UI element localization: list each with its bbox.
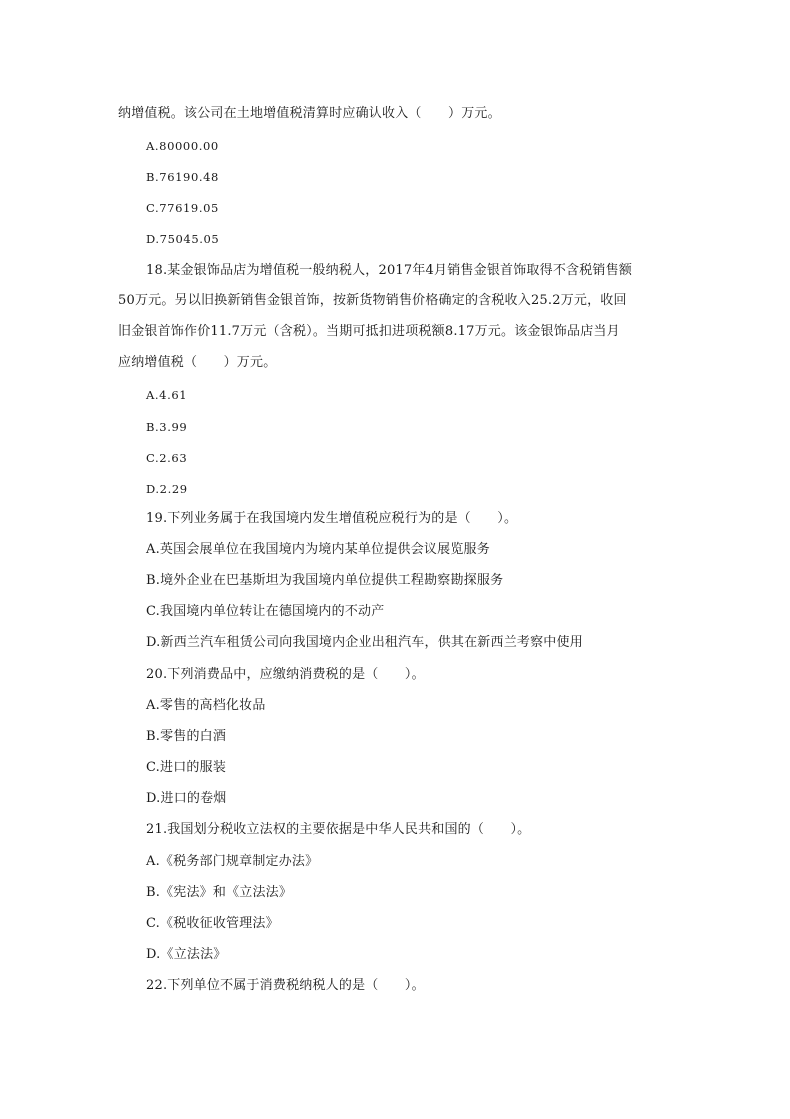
q18-stem-line-4: 应纳增值税（ ）万元。 <box>118 355 277 370</box>
q22-stem: 22.下列单位不属于消费税纳税人的是（ ）。 <box>146 978 425 993</box>
q18-stem-line-3: 旧金银首饰作价11.7万元（含税）。当期可抵扣进项税额8.17万元。该金银饰品店当月 <box>118 324 620 339</box>
q17-option-c: C.77619.05 <box>146 201 219 215</box>
q21-option-d: D.《立法法》 <box>146 947 227 962</box>
q21-option-b: B.《宪法》和《立法法》 <box>146 885 293 900</box>
q18-option-a: A.4.61 <box>146 388 188 402</box>
q18-option-d: D.2.29 <box>146 482 188 496</box>
q19-stem: 19.下列业务属于在我国境内发生增值税应税行为的是（ ）。 <box>146 511 518 526</box>
q20-option-a: A.零售的高档化妆品 <box>146 698 266 713</box>
q17-stem-continuation: 纳增值税。该公司在土地增值税清算时应确认收入（ ）万元。 <box>118 106 501 121</box>
q20-option-c: C.进口的服装 <box>146 760 227 775</box>
q18-option-b: B.3.99 <box>146 420 188 434</box>
q17-option-a: A.80000.00 <box>146 139 219 153</box>
q17-option-d: D.75045.05 <box>146 232 220 246</box>
q18-option-c: C.2.63 <box>146 451 188 465</box>
q21-option-a: A.《税务部门规章制定办法》 <box>146 854 319 869</box>
q21-option-c: C.《税收征收管理法》 <box>146 916 279 931</box>
q19-option-a: A.英国会展单位在我国境内为境内某单位提供会议展览服务 <box>146 542 490 557</box>
q19-option-c: C.我国境内单位转让在德国境内的不动产 <box>146 604 385 619</box>
q17-option-b: B.76190.48 <box>146 170 219 184</box>
q18-stem-line-2: 50万元。另以旧换新销售金银首饰，按新货物销售价格确定的含税收入25.2万元，收回 <box>118 293 627 308</box>
q21-stem: 21.我国划分税收立法权的主要依据是中华人民共和国的（ ）。 <box>146 822 531 837</box>
q20-option-b: B.零售的白酒 <box>146 729 227 744</box>
q18-stem-line-1: 18.某金银饰品店为增值税一般纳税人，2017年4月销售金银首饰取得不含税销售额 <box>146 263 633 278</box>
q19-option-d: D.新西兰汽车租赁公司向我国境内企业出租汽车，供其在新西兰考察中使用 <box>146 635 583 650</box>
q19-option-b: B.境外企业在巴基斯坦为我国境内单位提供工程勘察勘探服务 <box>146 573 504 588</box>
q20-stem: 20.下列消费品中，应缴纳消费税的是（ ）。 <box>146 667 425 682</box>
q20-option-d: D.进口的卷烟 <box>146 791 227 806</box>
